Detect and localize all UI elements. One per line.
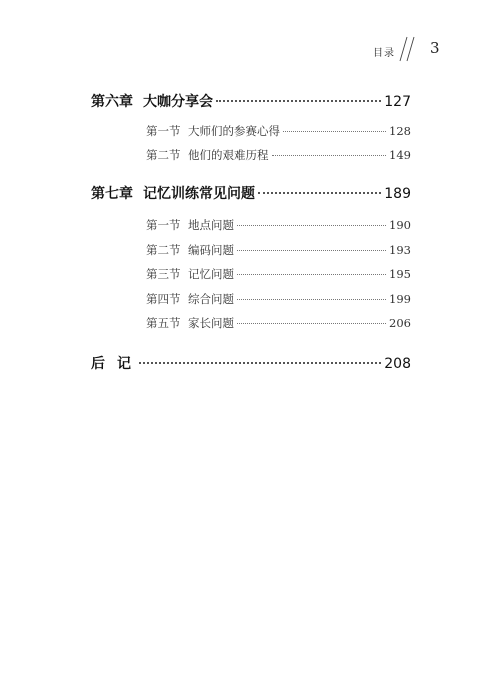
chapter-page-number: 189	[384, 186, 411, 202]
dot-leader	[237, 250, 386, 251]
dot-leader	[216, 100, 381, 102]
dot-leader	[272, 155, 387, 156]
section-page-number: 193	[389, 243, 411, 257]
dot-leader	[237, 225, 386, 226]
toc-section[interactable]	[146, 266, 411, 282]
chapter-title: 记忆训练常见问题	[143, 186, 255, 202]
chapter-title: 大咖分享会	[143, 94, 213, 110]
chapter-number: 第七章	[91, 186, 133, 202]
toc-section[interactable]	[146, 242, 411, 258]
section-number: 第三节	[146, 267, 181, 281]
toc-chapter-7[interactable]	[91, 183, 411, 203]
section-number: 第五节	[146, 316, 181, 330]
section-number: 第一节	[146, 124, 181, 138]
toc-section[interactable]	[146, 291, 411, 307]
section-title: 编码问题	[188, 243, 234, 257]
toc-section[interactable]	[146, 147, 411, 163]
section-page-number: 128	[389, 124, 411, 138]
running-header-page-number: 3	[430, 39, 440, 57]
chapter-page-number: 127	[384, 94, 411, 110]
section-number: 第四节	[146, 292, 181, 306]
section-page-number: 190	[389, 218, 411, 232]
dot-leader	[237, 323, 386, 324]
chapter-number: 第六章	[91, 94, 133, 110]
dot-leader	[258, 192, 381, 194]
section-page-number: 149	[389, 148, 411, 162]
section-title: 他们的艰难历程	[188, 148, 269, 162]
section-page-number: 206	[389, 316, 411, 330]
toc-section[interactable]	[146, 217, 411, 233]
toc-afterword[interactable]	[91, 353, 411, 373]
section-title: 家长问题	[188, 316, 234, 330]
dot-leader	[237, 299, 386, 300]
section-number: 第二节	[146, 243, 181, 257]
toc-chapter-6[interactable]	[91, 91, 411, 111]
section-number: 第二节	[146, 148, 181, 162]
double-slash-ornament-icon	[398, 36, 420, 62]
section-title: 大师们的参赛心得	[188, 124, 280, 138]
running-header-label: 目录	[373, 48, 395, 59]
section-title: 记忆问题	[188, 267, 234, 281]
section-title: 地点问题	[188, 218, 234, 232]
section-page-number: 199	[389, 292, 411, 306]
section-page-number: 195	[389, 267, 411, 281]
dot-leader	[139, 362, 381, 364]
dot-leader	[283, 131, 386, 132]
toc-section[interactable]	[146, 123, 411, 139]
afterword-page-number: 208	[384, 356, 411, 372]
afterword-title: 后记	[91, 356, 143, 372]
dot-leader	[237, 274, 386, 275]
section-title: 综合问题	[188, 292, 234, 306]
section-number: 第一节	[146, 218, 181, 232]
toc-section[interactable]	[146, 315, 411, 331]
